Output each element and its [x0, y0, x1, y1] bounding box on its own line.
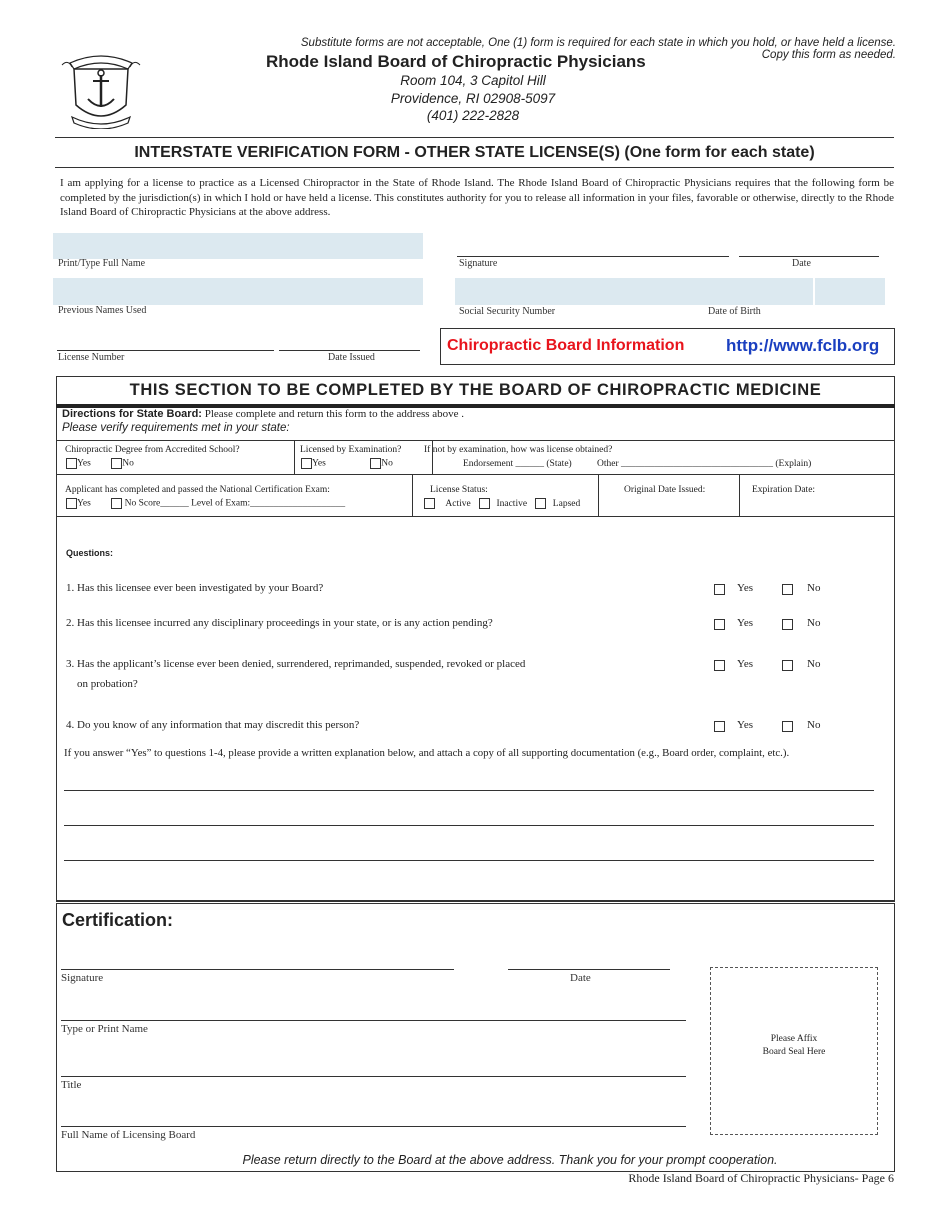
signature-input[interactable] — [457, 241, 729, 256]
q2-no-checkbox[interactable] — [782, 619, 793, 630]
question-3: 3. Has the applicant’s license ever been denied, surrendered, reprimanded, suspended, revoked or placed — [66, 658, 526, 670]
q1-no-checkbox[interactable] — [782, 584, 793, 595]
license-number-label: License Number — [58, 352, 125, 363]
certification-heading: Certification: — [62, 910, 174, 930]
exam-no-checkbox[interactable] — [370, 458, 381, 469]
directions-label: Directions for State Board: — [62, 408, 202, 420]
page-footer: Rhode Island Board of Chiropractic Physicians- Page 6 — [628, 1171, 894, 1185]
status-inactive-label: Inactive — [496, 498, 528, 509]
form-title: INTERSTATE VERIFICATION FORM - OTHER STATE LICENSE(S) (One form for each state) — [134, 144, 815, 161]
cert-title-label: Title — [61, 1079, 82, 1091]
board-info-link[interactable]: http://www.fclb.org — [726, 336, 880, 355]
q2-yes-checkbox[interactable] — [714, 619, 725, 630]
license-number-input[interactable] — [57, 334, 274, 350]
return-instructions: Please return directly to the Board at the above address. Thank you for your prompt cooperation. — [242, 1153, 778, 1167]
explanation-line[interactable] — [64, 790, 874, 791]
question-1: 1. Has this licensee ever been investigated by your Board? — [66, 582, 324, 594]
licensed-exam-label: Licensed by Examination? — [300, 445, 402, 455]
signature-line — [457, 256, 729, 257]
yes-label: Yes — [77, 498, 91, 509]
national-exam-options — [66, 498, 345, 509]
divider — [739, 475, 740, 517]
signature-label: Signature — [459, 258, 498, 269]
divider — [56, 440, 895, 441]
full-name-label: Print/Type Full Name — [58, 258, 146, 269]
date-input[interactable] — [739, 241, 879, 256]
date-line — [739, 256, 879, 257]
score-text: No Score______ Level of Exam:____________________ — [124, 498, 346, 509]
cert-date-label: Date — [570, 972, 591, 984]
board-address — [388, 72, 558, 125]
cert-signature-label: Signature — [61, 972, 104, 984]
question-4: 4. Do you know of any information that may discredit this person? — [66, 719, 360, 731]
directions-text: Please complete and return this form to the address above . — [204, 408, 465, 420]
licensed-exam-options — [301, 458, 393, 469]
board-info-label: Chiropractic Board Information — [447, 337, 685, 354]
cert-name-line[interactable] — [61, 1020, 686, 1021]
yes-label: Yes — [312, 458, 326, 469]
dob-label: Date of Birth — [708, 306, 761, 317]
explanation-line[interactable] — [64, 825, 874, 826]
expiration-label: Expiration Date: — [752, 485, 816, 495]
board-section-heading: THIS SECTION TO BE COMPLETED BY THE BOARD OF CHIROPRACTIC MEDICINE — [129, 381, 822, 399]
question-3-cont: on probation? — [77, 678, 138, 690]
status-active-label: Active — [445, 498, 471, 509]
seal-line-1: Please Affix — [770, 1034, 818, 1044]
not-exam-label: If not by examination, how was license obtained? — [424, 445, 613, 455]
question-2: 2. Has this licensee incurred any disciplinary proceedings in your state, or is any action pending? — [66, 617, 493, 629]
original-date-label: Original Date Issued: — [624, 485, 706, 495]
yes-label: Yes — [737, 582, 754, 594]
exam-yes-checkbox[interactable] — [301, 458, 312, 469]
explain-instructions: If you answer “Yes” to questions 1-4, please provide a written explanation below, and attach a copy of all supporting documentation (e.g., Board order, complaint, etc.). — [64, 747, 790, 759]
date-issued-label: Date Issued — [328, 352, 375, 363]
divider — [56, 474, 895, 475]
cert-date-line[interactable] — [508, 969, 670, 970]
no-label: No — [807, 617, 821, 629]
no-label: No — [122, 458, 134, 469]
degree-yes-checkbox[interactable] — [66, 458, 77, 469]
degree-label: Chiropractic Degree from Accredited School? — [65, 445, 240, 455]
seal-line-2: Board Seal Here — [762, 1047, 826, 1057]
notice-line-1: Substitute forms are not acceptable, One (1) form is required for each state in which you hold, or have held a license. — [300, 37, 896, 49]
other-text: Other ________________________________ (Explain) — [597, 459, 812, 469]
date-issued-input[interactable] — [279, 334, 420, 350]
yes-label: Yes — [737, 719, 754, 731]
national-exam-label: Applicant has completed and passed the National Certification Exam: — [65, 485, 330, 495]
q3-no-checkbox[interactable] — [782, 660, 793, 671]
status-active-checkbox[interactable] — [424, 498, 435, 509]
previous-names-input[interactable] — [53, 278, 423, 305]
cert-board-name-line[interactable] — [61, 1126, 686, 1127]
cert-name-label: Type or Print Name — [61, 1023, 148, 1035]
ssn-label: Social Security Number — [459, 306, 556, 317]
ssn-input[interactable] — [455, 278, 813, 305]
date-issued-line — [279, 350, 420, 351]
divider — [55, 167, 894, 168]
cert-signature-line[interactable] — [61, 969, 454, 970]
previous-names-label: Previous Names Used — [58, 305, 147, 316]
degree-options — [66, 458, 134, 469]
license-status-options — [424, 498, 580, 509]
q4-no-checkbox[interactable] — [782, 721, 793, 732]
intro-paragraph: I am applying for a license to practice as a Licensed Chiropractor in the State of Rhode Island. The Rhode Island Board of Chiropractic Physicians requires that the following form be completed by the jurisdiction(s) in which I hold or have held a license. This constitutes authority for you to release all information in your files, favorable or otherwise, directly to the Rhode Island Board of Chiropractic Physicians at the above address. — [60, 177, 894, 218]
dob-input[interactable] — [815, 278, 885, 305]
cert-board-name-label: Full Name of Licensing Board — [61, 1129, 196, 1141]
board-name: Rhode Island Board of Chiropractic Physicians — [266, 52, 646, 71]
verify-text: Please verify requirements met in your state: — [62, 422, 290, 434]
yes-label: Yes — [77, 458, 91, 469]
divider — [55, 137, 894, 138]
license-number-line — [57, 350, 274, 351]
phone-number: (401) 222-2828 — [426, 108, 520, 123]
yes-label: Yes — [737, 617, 754, 629]
license-status-label: License Status: — [430, 485, 488, 495]
national-no-checkbox[interactable] — [111, 498, 122, 509]
q1-yes-checkbox[interactable] — [714, 584, 725, 595]
no-label: No — [807, 582, 821, 594]
degree-no-checkbox[interactable] — [111, 458, 122, 469]
questions-label: Questions: — [66, 548, 114, 558]
address-line-2: Providence, RI 02908-5097 — [390, 90, 556, 106]
anchor-seal-icon — [58, 45, 144, 129]
divider — [412, 475, 413, 517]
explanation-line[interactable] — [64, 860, 874, 861]
address-line-1: Room 104, 3 Capitol Hill — [400, 73, 546, 88]
date-label: Date — [792, 258, 811, 269]
no-label: No — [807, 719, 821, 731]
seal-instructions — [710, 1033, 878, 1059]
yes-label: Yes — [737, 658, 754, 670]
q4-yes-checkbox[interactable] — [714, 721, 725, 732]
national-yes-checkbox[interactable] — [66, 498, 77, 509]
divider — [294, 441, 295, 474]
divider — [56, 516, 895, 517]
q3-yes-checkbox[interactable] — [714, 660, 725, 671]
cert-title-line[interactable] — [61, 1076, 686, 1077]
no-label: No — [381, 458, 393, 469]
state-seal — [58, 45, 144, 129]
notice-line-2: Copy this form as needed. — [761, 49, 896, 61]
status-lapsed-label: Lapsed — [552, 498, 581, 509]
endorsement-text: Endorsement ______ (State) — [463, 459, 572, 469]
status-inactive-checkbox[interactable] — [479, 498, 490, 509]
status-lapsed-checkbox[interactable] — [535, 498, 546, 509]
no-label: No — [807, 658, 821, 670]
full-name-input[interactable] — [53, 233, 423, 259]
directions — [62, 408, 464, 420]
divider — [598, 475, 599, 517]
